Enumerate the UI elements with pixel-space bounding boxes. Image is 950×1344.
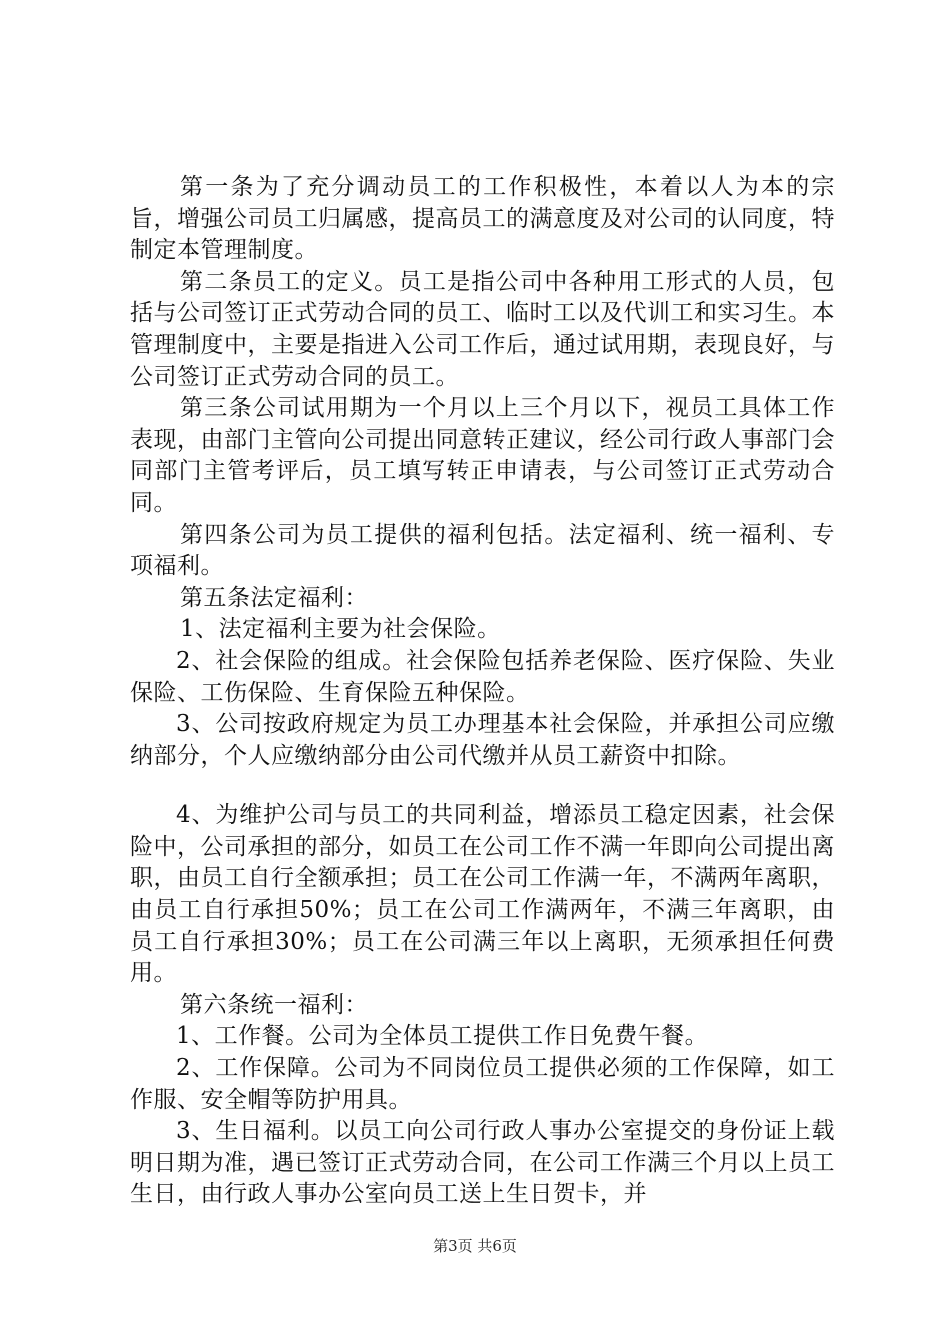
- article-4: 第四条公司为员工提供的福利包括。法定福利、统一福利、专项福利。: [130, 521, 835, 580]
- article-6-item-3: 3、生日福利。以员工向公司行政人事办公室提交的身份证上载明日期为准，遇已签订正式劳动合同，在公司工作满三个月以上员工生日，由行政人事办公室向员工送上生日贺卡，并: [130, 1118, 835, 1208]
- article-5-heading: 第五条法定福利：: [180, 584, 368, 611]
- article-2: 第二条员工的定义。员工是指公司中各种用工形式的人员，包括与公司签订正式劳动合同的员工、临时工以及代训工和实习生。本管理制度中，主要是指进入公司工作后，通过试用期，表现良好，与公司签订正式劳动合同的员工。: [130, 268, 835, 390]
- page-footer: [0, 1236, 950, 1256]
- paragraph-gap: [130, 772, 835, 800]
- page-number-label: 第3页 共6页: [433, 1237, 517, 1255]
- article-3: 第三条公司试用期为一个月以上三个月以下，视员工具体工作表现，由部门主管向公司提出同意转正建议，经公司行政人事部门会同部门主管考评后，员工填写转正申请表，与公司签订正式劳动合同。: [130, 395, 835, 516]
- article-5-item-1: 1、法定福利主要为社会保险。: [180, 616, 501, 643]
- document-body: [130, 172, 835, 1211]
- article-6-item-1: 1、工作餐。公司为全体员工提供工作日免费午餐。: [176, 1023, 709, 1050]
- article-6-heading: 第六条统一福利：: [180, 991, 368, 1018]
- article-6-item-2: 2、工作保障。公司为不同岗位员工提供必须的工作保障，如工作服、安全帽等防护用具。: [130, 1055, 835, 1113]
- article-5-item-2: 2、社会保险的组成。社会保险包括养老保险、医疗保险、失业保险、工伤保险、生育保险五种保险。: [130, 647, 835, 706]
- article-5-item-4: 4、为维护公司与员工的共同利益，增添员工稳定因素，社会保险中，公司承担的部分，如员工在公司工作不满一年即向公司提出离职，由员工自行全额承担；员工在公司工作满一年，不满两年离职，由员工自行承担50%；员工在公司工作满两年，不满三年离职，由员工自行承担30%；员工在公司满三年以上离职，无须承担任何费用。: [130, 802, 835, 987]
- article-5-item-3: 3、公司按政府规定为员工办理基本社会保险，并承担公司应缴纳部分，个人应缴纳部分由公司代缴并从员工薪资中扣除。: [130, 711, 835, 769]
- article-1: 第一条为了充分调动员工的工作积极性，本着以人为本的宗旨，增强公司员工归属感，提高员工的满意度及对公司的认同度，特制定本管理制度。: [130, 174, 835, 264]
